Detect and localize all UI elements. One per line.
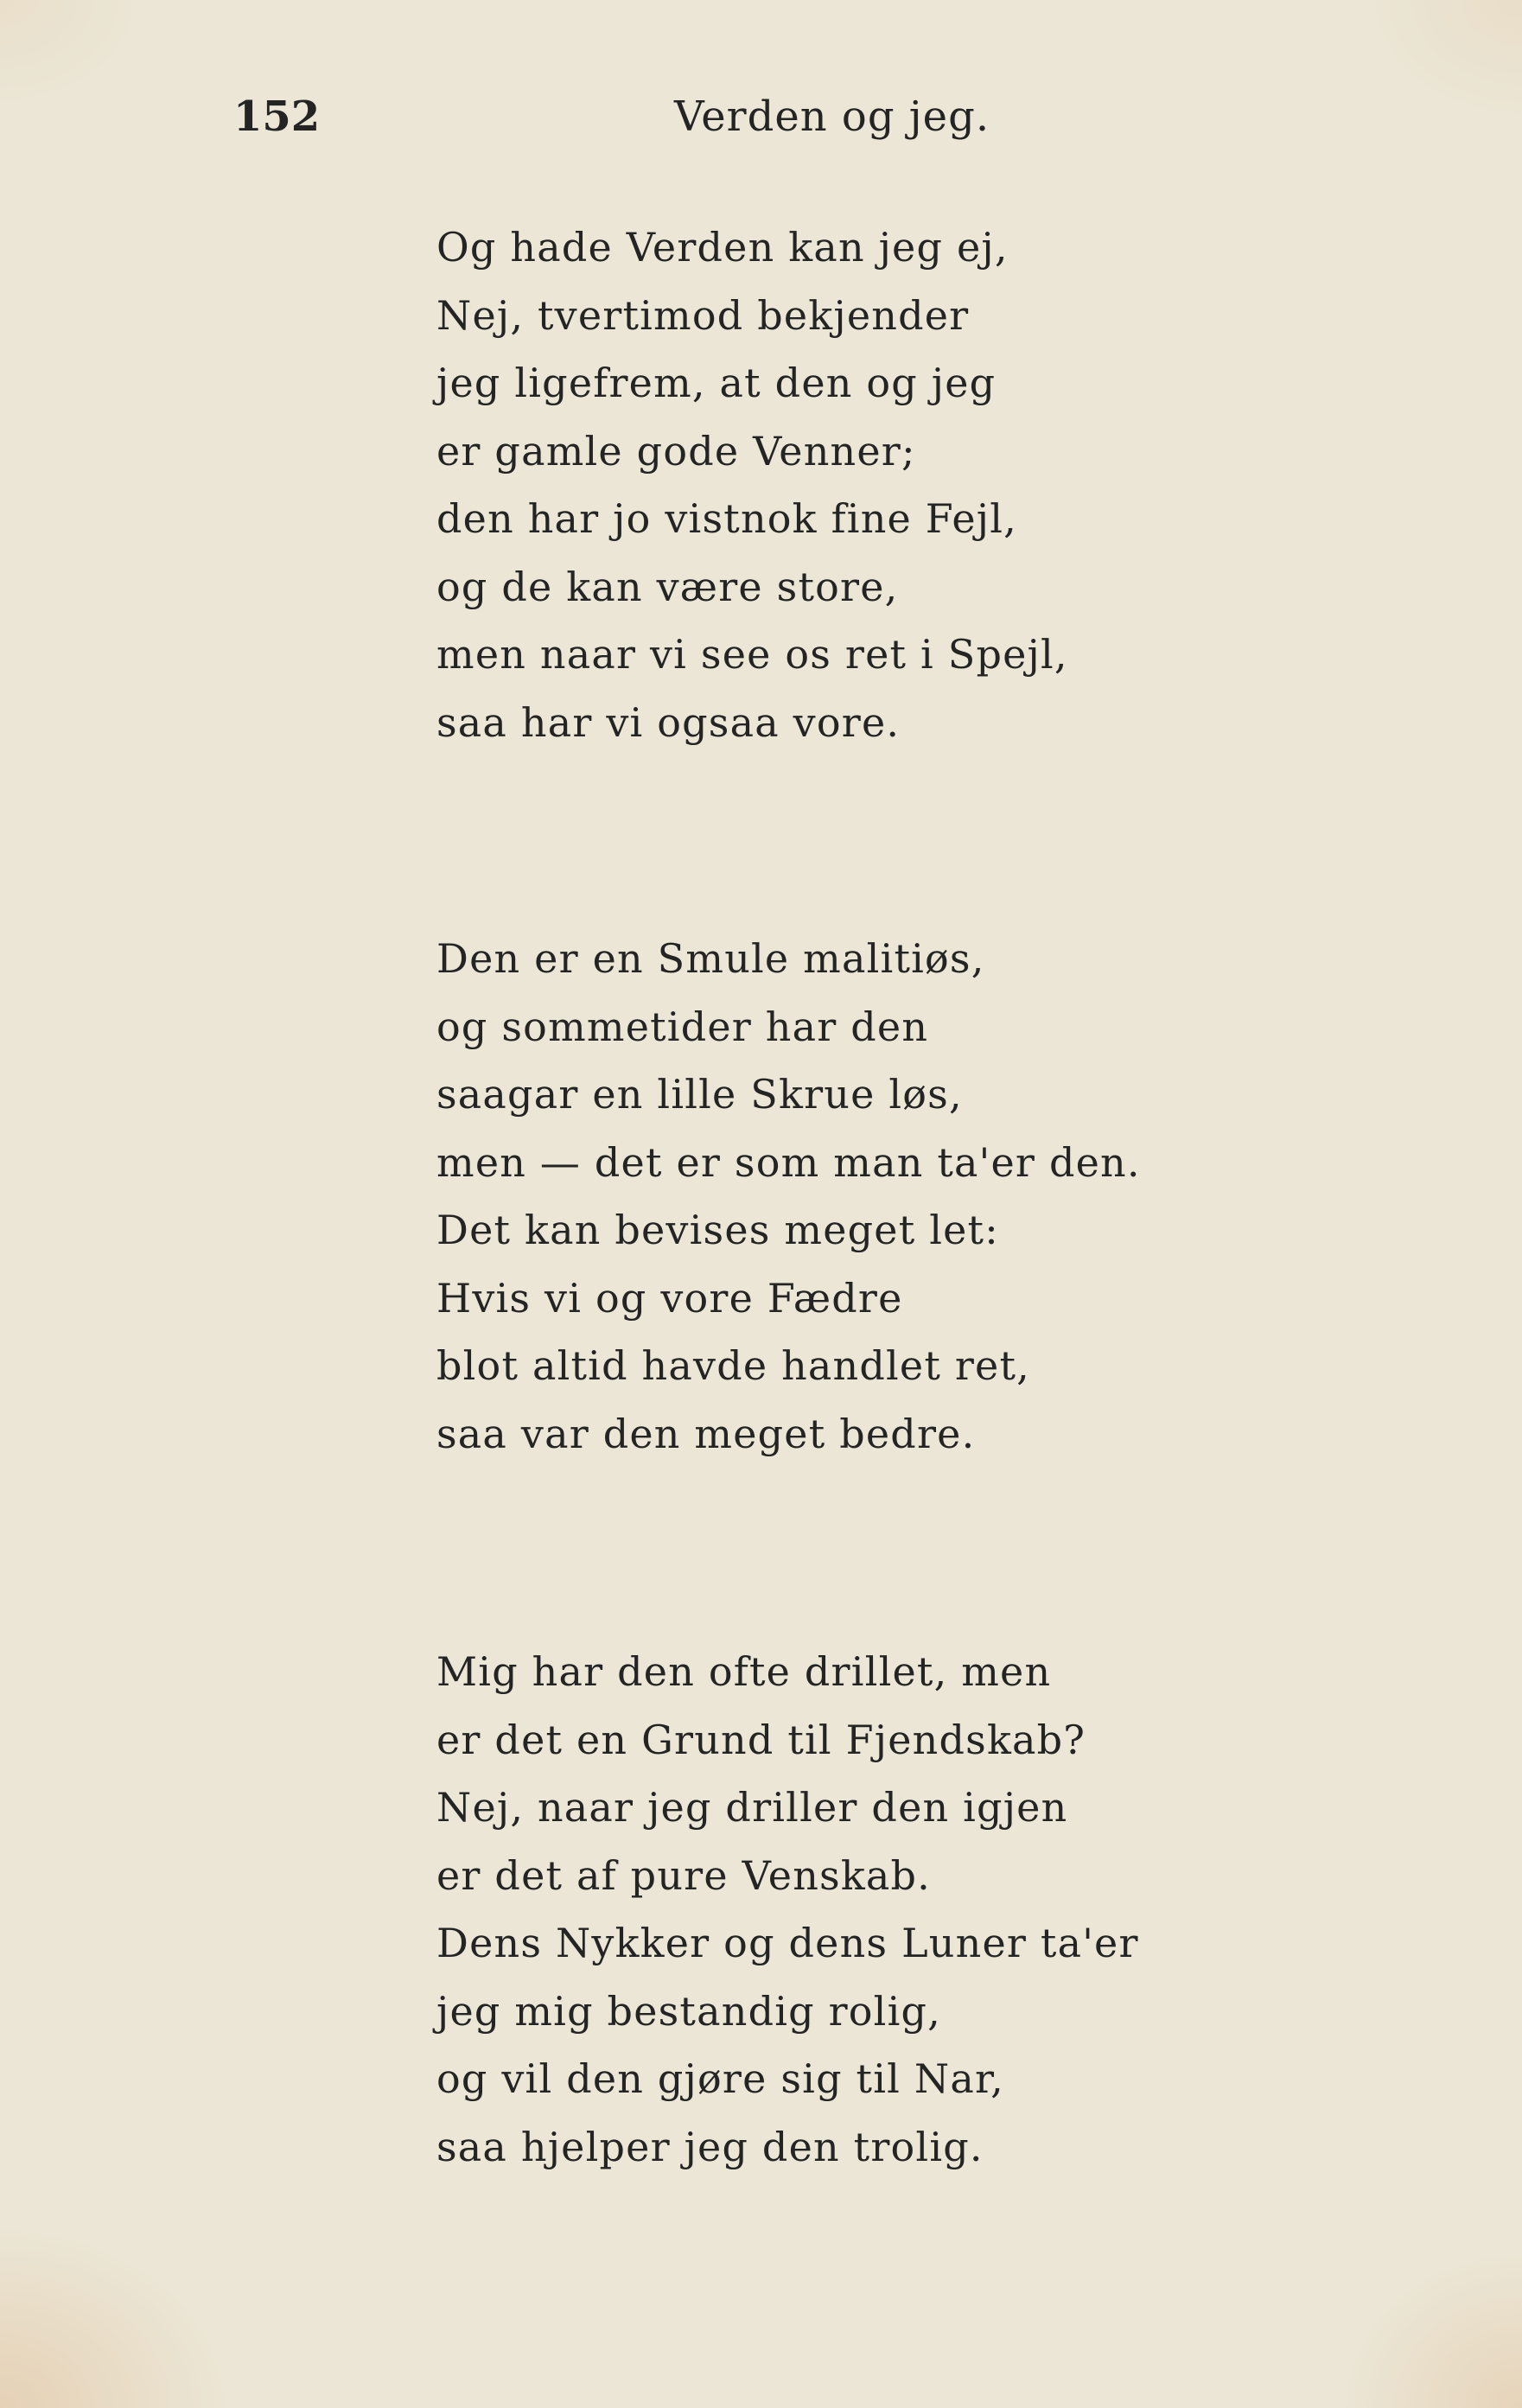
poem-line: jeg ligefrem, at den og jeg <box>436 360 997 406</box>
poem-line: saa var den meget bedre. <box>436 1410 976 1457</box>
poem-line: er det af pure Venskab. <box>436 1851 932 1899</box>
poem-line: Og hade Verden kan jeg ej, <box>436 224 1009 271</box>
poem-line: saa hjelper jeg den trolig. <box>436 2123 984 2170</box>
poem-line: Nej, tvertimod bekjender <box>436 291 970 339</box>
poem-line: Hvis vi og vore Fædre <box>436 1274 903 1322</box>
poem-line: og de kan være store, <box>436 563 899 610</box>
poem-stanza-2 <box>436 925 1301 1468</box>
poem-line: er det en Grund til Fjendskab? <box>436 1716 1086 1763</box>
poem-line: Mig har den ofte drillet, men <box>436 1648 1052 1695</box>
poem-line: og sommetider har den <box>436 1003 929 1050</box>
running-title: Verden og jeg. <box>674 92 990 141</box>
poem-line: er gamle gode Venner; <box>436 427 916 475</box>
poem-stanza-1 <box>436 213 1301 756</box>
poem-line: Den er en Smule malitiøs, <box>436 935 985 982</box>
poem-line: saa har vi ogsaa vore. <box>436 698 901 746</box>
poem-line: men — det er som man ta'er den. <box>436 1138 1141 1186</box>
poem-line: Det kan bevises meget let: <box>436 1207 999 1253</box>
poem-line: blot altid havde handlet ret, <box>436 1342 1030 1389</box>
page-header <box>233 86 1288 147</box>
poem-stanza-3 <box>436 1638 1301 2181</box>
poem-line: den har jo vistnok fine Fejl, <box>436 495 1017 542</box>
page-number: 152 <box>233 92 321 141</box>
poem-line: og vil den gjøre sig til Nar, <box>436 2055 1004 2102</box>
poem-line: saagar en lille Skrue løs, <box>436 1071 963 1118</box>
poem-line: jeg mig bestandig rolig, <box>436 1987 941 2035</box>
poem-line: Dens Nykker og dens Luner ta'er <box>436 1920 1139 1966</box>
poem-line: Nej, naar jeg driller den igjen <box>436 1784 1068 1831</box>
poem-line: men naar vi see os ret i Spejl, <box>436 631 1068 678</box>
